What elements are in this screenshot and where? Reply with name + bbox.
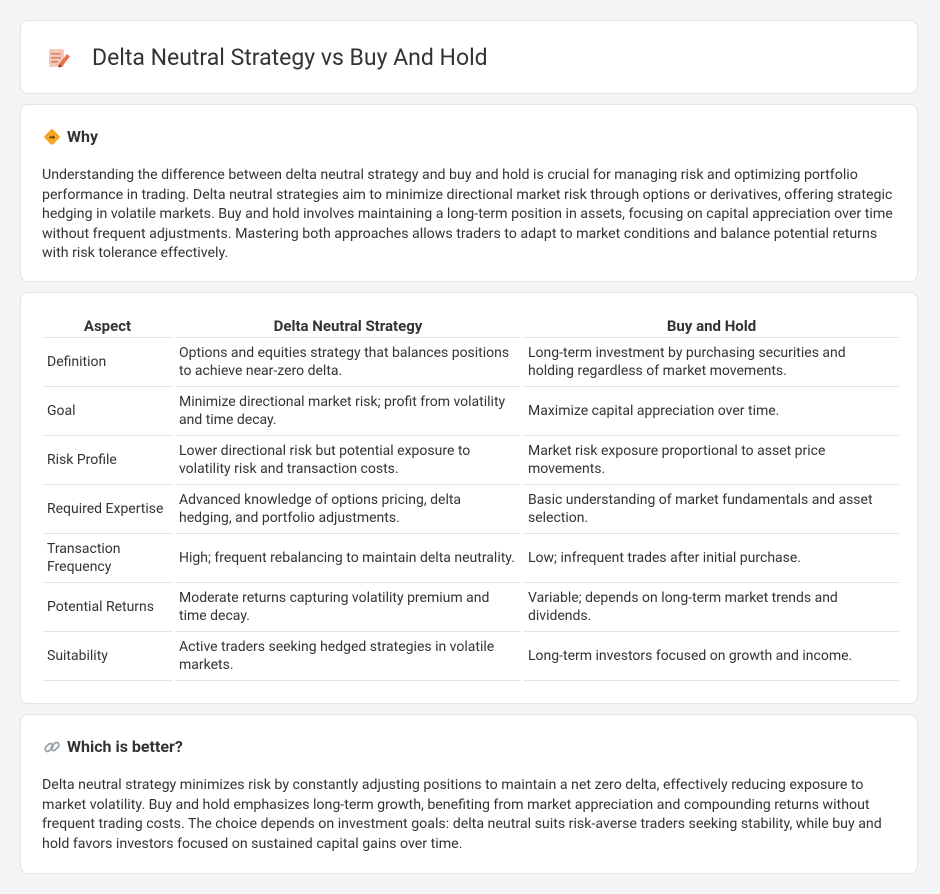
header-aspect: Aspect <box>43 315 174 338</box>
delta-neutral-cell: Minimize directional market risk; profit from volatility and time decay. <box>174 387 523 436</box>
comparison-table <box>43 315 899 681</box>
delta-neutral-cell: Moderate returns capturing volatility premium and time decay. <box>174 583 523 632</box>
why-card <box>20 104 918 282</box>
aspect-cell: Potential Returns <box>43 583 174 632</box>
buy-and-hold-cell: Long-term investment by purchasing securities and holding regardless of market movements. <box>523 338 900 387</box>
which-is-better-card <box>20 714 918 874</box>
why-heading <box>43 127 98 147</box>
table-row <box>43 583 899 632</box>
buy-and-hold-cell: Maximize capital appreciation over time. <box>523 387 900 436</box>
diamond-signpost-icon <box>43 128 61 146</box>
delta-neutral-cell: High; frequent rebalancing to maintain delta neutrality. <box>174 534 523 583</box>
table-row <box>43 632 899 681</box>
buy-and-hold-cell: Long-term investors focused on growth and income. <box>523 632 900 681</box>
link-icon <box>43 738 61 756</box>
header-delta-neutral: Delta Neutral Strategy <box>174 315 523 338</box>
comparison-card <box>20 292 918 704</box>
header-buy-and-hold: Buy and Hold <box>523 315 900 338</box>
aspect-cell: Definition <box>43 338 174 387</box>
title-row <box>46 43 488 73</box>
buy-and-hold-cell: Market risk exposure proportional to asset price movements. <box>523 436 900 485</box>
delta-neutral-cell: Active traders seeking hedged strategies in volatile markets. <box>174 632 523 681</box>
header-card <box>20 20 918 94</box>
delta-neutral-cell: Options and equities strategy that balances positions to achieve near-zero delta. <box>174 338 523 387</box>
aspect-cell: Transaction Frequency <box>43 534 174 583</box>
delta-neutral-cell: Advanced knowledge of options pricing, delta hedging, and portfolio adjustments. <box>174 485 523 534</box>
why-title: Why <box>67 127 99 146</box>
delta-neutral-cell: Lower directional risk but potential exposure to volatility risk and transaction costs. <box>174 436 523 485</box>
better-heading <box>43 737 183 757</box>
aspect-cell: Risk Profile <box>43 436 174 485</box>
why-paragraph: Understanding the difference between delta neutral strategy and buy and hold is crucial for managing risk and optimizing portfolio performance in trading. Delta neutral strategies aim to minimize directional market risk through options or derivatives, offering strategic hedging in volatile markets. Buy and hold involves maintaining a long-term position in assets, focusing on capital appreciation over time without frequent adjustments. Mastering both approaches allows traders to adapt to market conditions and balance potential returns with risk tolerance effectively. <box>42 167 893 262</box>
buy-and-hold-cell: Variable; depends on long-term market trends and dividends. <box>523 583 900 632</box>
document-pencil-icon <box>46 45 72 71</box>
table-header-row <box>43 315 899 338</box>
table-row <box>43 485 899 534</box>
better-title: Which is better? <box>67 737 183 756</box>
buy-and-hold-cell: Basic understanding of market fundamentals and asset selection. <box>523 485 900 534</box>
page-title: Delta Neutral Strategy vs Buy And Hold <box>92 44 488 71</box>
buy-and-hold-cell: Low; infrequent trades after initial purchase. <box>523 534 900 583</box>
table-row <box>43 534 899 583</box>
table-row <box>43 436 899 485</box>
better-paragraph: Delta neutral strategy minimizes risk by constantly adjusting positions to maintain a net zero delta, effectively reducing exposure to market volatility. Buy and hold emphasizes long-term growth, benefiting from market appreciation and compounding returns without frequent trading costs. The choice depends on investment goals: delta neutral suits risk-averse traders seeking stability, while buy and hold favors investors focused on sustained capital gains over time. <box>42 777 882 852</box>
aspect-cell: Goal <box>43 387 174 436</box>
aspect-cell: Required Expertise <box>43 485 174 534</box>
aspect-cell: Suitability <box>43 632 174 681</box>
table-row <box>43 338 899 387</box>
table-row <box>43 387 899 436</box>
